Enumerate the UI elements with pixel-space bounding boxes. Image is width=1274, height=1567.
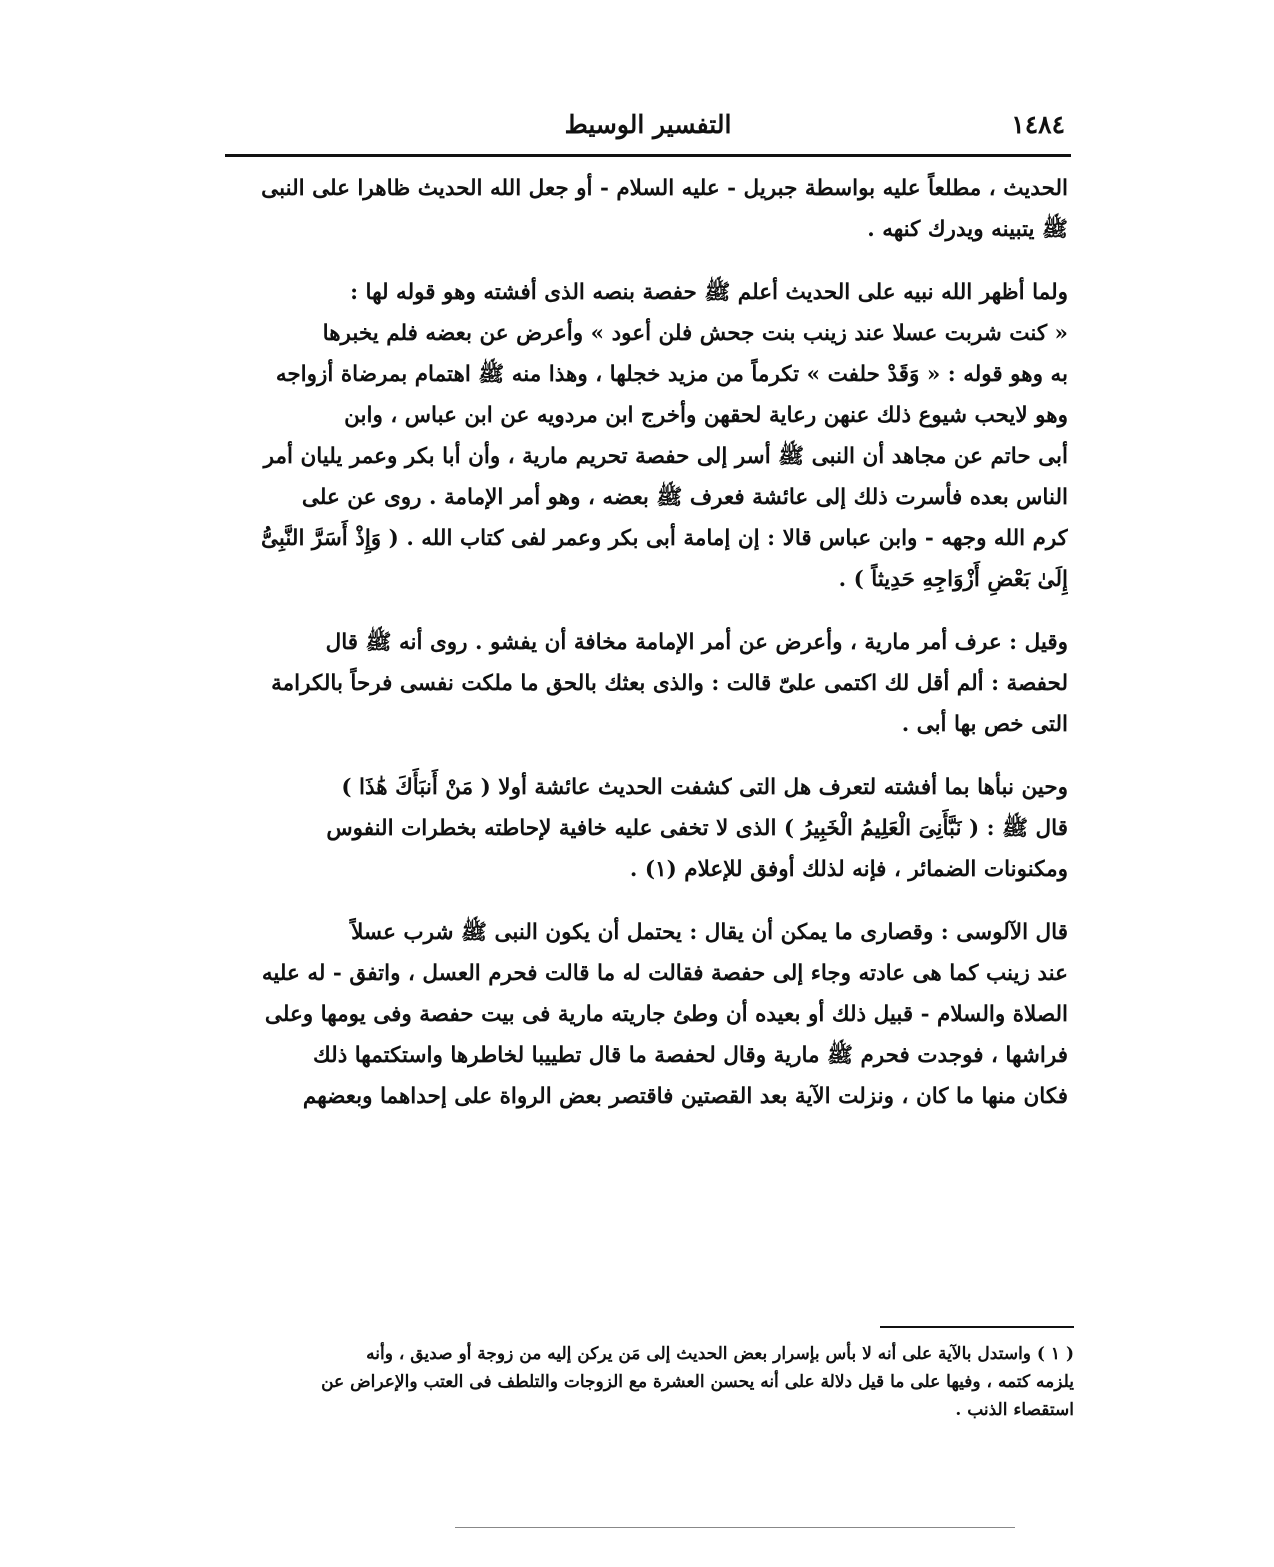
scan-edge-line <box>455 1527 1015 1528</box>
text-line: فكان منها ما كان ، ونزلت الآية بعد القصتين فاقتصر بعض الرواة على إحداهما وبعضهم <box>302 1084 1068 1109</box>
footnote-line: ( ١ ) واستدل بالآية على أنه لا بأس بإسرار بعض الحديث إلى مَن يركن إليه من زوجة أو صديق ، وأنه <box>366 1344 1074 1364</box>
text-line: الحديث ، مطلعاً عليه بواسطة جبريل - عليه السلام - أو جعل الله الحديث ظاهرا على النبى <box>261 176 1068 201</box>
text-line: لحفصة : ألم أقل لك اكتمى علىّ قالت : والذى بعثك بالحق ما ملكت نفسى فرحاً بالكرامة <box>271 671 1068 696</box>
paragraph-4 <box>238 767 1068 890</box>
header-rule <box>225 154 1071 157</box>
text-line: فراشها ، فوجدت فحرم ﷺ مارية وقال لحفصة ما قال تطييبا لخاطرها واستكتمها ذلك <box>313 1043 1068 1068</box>
page-header <box>225 108 1071 150</box>
text-line: وقيل : عرف أمر مارية ، وأعرض عن أمر الإمامة مخافة أن يفشو . روى أنه ﷺ قال <box>325 630 1068 655</box>
footnote-line: استقصاء الذنب . <box>955 1400 1074 1420</box>
text-line: « كنت شربت عسلا عند زينب بنت جحش فلن أعود » وأعرض عن بعضه فلم يخبرها <box>322 321 1068 346</box>
footnotes <box>244 1340 1074 1424</box>
footnote-separator <box>880 1326 1074 1328</box>
text-line: ﷺ يتبينه ويدرك كنهه . <box>867 217 1068 242</box>
text-line: وهو لايحب شيوع ذلك عنهن رعاية لحقهن وأخرج ابن مردويه عن ابن عباس ، وابن <box>344 403 1068 428</box>
text-line: قال ﷺ : ( نَبَّأَنِىَ الْعَلِيمُ الْخَبِيرُ ) الذى لا تخفى عليه خافية لإحاطته بخطرات النفوس <box>326 816 1068 841</box>
text-line: ولما أظهر الله نبيه على الحديث أعلم ﷺ حفصة بنصه الذى أفشته وهو قوله لها : <box>350 280 1068 305</box>
main-text <box>238 168 1068 1139</box>
text-line: إِلَىٰ بَعْضِ أَزْوَاجِهِ حَدِيثاً ) . <box>838 567 1068 592</box>
paragraph-2 <box>238 272 1068 600</box>
footnote-line: يلزمه كتمه ، وفيها على ما قيل دلالة على أنه يحسن العشرة مع الزوجات والتلطف فى العتب والإعراض عن <box>321 1372 1074 1392</box>
text-line: قال الآلوسى : وقصارى ما يمكن أن يقال : يحتمل أن يكون النبى ﷺ شرب عسلاً <box>351 920 1068 945</box>
paragraph-3 <box>238 622 1068 745</box>
text-line: به وهو قوله : « وَقَدْ حلفت » تكرماً من مزيد خجلها ، وهذا منه ﷺ اهتمام بمرضاة أزواجه <box>275 362 1068 387</box>
text-line: أبى حاتم عن مجاهد أن النبى ﷺ أسر إلى حفصة تحريم مارية ، وأن أبا بكر وعمر يليان أمر <box>263 444 1068 469</box>
text-line: كرم الله وجهه - وابن عباس قالا : إن إمامة أبى بكر وعمر لفى كتاب الله . ( وَإِذْ أَسَرَّ النَّبِىُّ <box>261 526 1068 551</box>
text-line: الناس بعده فأسرت ذلك إلى عائشة فعرف ﷺ بعضه ، وهو أمر الإمامة . روى عن على <box>301 485 1068 510</box>
text-line: ومكنونات الضمائر ، فإنه لذلك أوفق للإعلام (١) . <box>629 857 1068 882</box>
page-number: ١٤٨٤ <box>1011 110 1065 139</box>
text-line: وحين نبأها بما أفشته لتعرف هل التى كشفت الحديث عائشة أولا ( مَنْ أَنبَأَكَ هَٰذَا ) <box>341 775 1068 800</box>
text-line: التى خص بها أبى . <box>901 712 1068 737</box>
text-line: الصلاة والسلام - قبيل ذلك أو بعيده أن وطئ جاريته مارية فى بيت حفصة وفى يومها وعلى <box>264 1002 1068 1027</box>
paragraph-5 <box>238 912 1068 1117</box>
text-line: عند زينب كما هى عادته وجاء إلى حفصة فقالت له ما قالت فحرم العسل ، واتفق - له عليه <box>261 961 1068 986</box>
running-title: التفسير الوسيط <box>564 110 732 139</box>
paragraph-1 <box>238 168 1068 250</box>
